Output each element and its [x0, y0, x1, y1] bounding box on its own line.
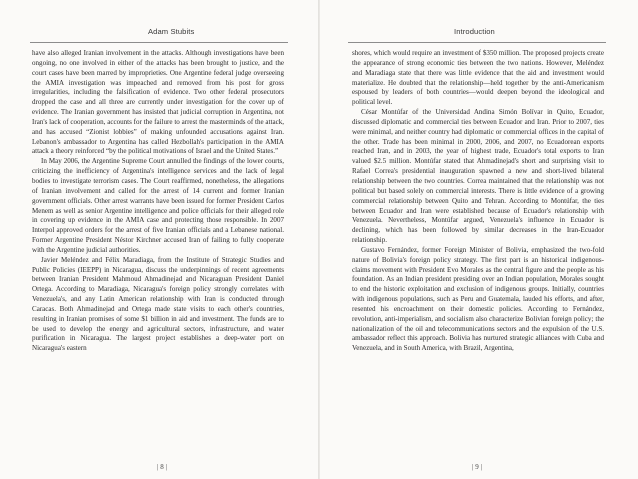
paragraph: In May 2006, the Argentine Supreme Court annulled the findings of the lower courts, criticizing the inefficiency of Argentina's intelligence services and the lack of legal bodies to investigate terrorism cases. The Court reaffirmed, nonetheless, the allegations of Iranian involvement and called for the arrest of 14 current and former Iranian government officials. Other arrest warrants have been issued for former President Carlos Menem as well as senior Argentine intelligence and police officials for their alleged role in covering up evidence in the AMIA case and protecting those responsible. In 2007 Interpol approved orders for the arrest of five Iranian officials and a Lebanese national. Former Argentine President Néstor Kirchner accused Iran of failing to fully cooperate with the Argentine judicial authorities. — [32, 157, 284, 254]
right-page — [320, 0, 638, 479]
right-body-text — [352, 49, 604, 354]
page-number: | 9 | — [472, 463, 482, 471]
page-number: | 8 | — [157, 463, 167, 471]
running-head-author: Adam Stubits — [148, 27, 195, 36]
header-rule — [30, 42, 288, 43]
header-rule — [348, 42, 606, 43]
paragraph: César Montúfar of the Universidad Andina Simón Bolívar in Quito, Ecuador, discussed diplomatic and commercial ties between Ecuador and Iran. Prior to 2007, ties were minimal, and neither country had diplomatic or commercial offices in the capital of the other. Trade has been minimal in 2000, 2006, and 2007, no Ecuadorean exports reached Iran, and in 2003, the year of highest trade, Ecuador's total exports to Iran valued $2.5 million. Montúfar stated that Ahmadinejad's short and surprising visit to Rafael Correa's presidential inauguration spawned a new and short-lived bilateral relationship between the two countries. Correa maintained that the relationship was not political but based solely on commercial interests. There is little evidence of a growing commercial relationship between Quito and Tehran. According to Montúfar, the ties between Ecuador and Iran were established because of Ecuador's relationship with Venezuela. Nevertheless, Montúfar argued, Venezuela's influence in Ecuador is declining, which has been followed by similar decreases in the Iran-Ecuador relationship. — [352, 108, 604, 245]
left-body-text — [32, 49, 284, 354]
running-head-chapter: Introduction — [454, 27, 495, 36]
paragraph: have also alleged Iranian involvement in the attacks. Although investigations have been ongoing, no one involved in either of the attacks has been brought to justice, and the court cases have been marred by improprieties. One Argentine federal judge overseeing the AMIA investigation was impeached and removed from his post for gross irregularities, including the falsification of evidence. Two other federal prosecutors dropped the case and all three are currently under investigation for the cover up of evidence. The Iranian government has insisted that judicial corruption in Argentina, not Iran's lack of cooperation, accounts for the failure to arrest the masterminds of the attack, and has accused “Zionist lobbies” of making unfounded accusations against Iran. Lebanon's ambassador to Argentina has called Hezbollah's participation in the AMIA attack a theory reinforced “by the political motivations of Israel and the United States.” — [32, 49, 284, 156]
paragraph: shores, which would require an investment of $350 million. The proposed projects create the appearance of strong economic ties between the two nations. However, Meléndez and Maradiaga state that there was little evidence that the aid and investment would materialize. He doubted that the relationship—held together by the anti-Americanism espoused by leaders of both countries—would deepen beyond the ideological and political level. — [352, 49, 604, 107]
paragraph: Gustavo Fernández, former Foreign Minister of Bolivia, emphasized the two-fold nature of Bolivia's foreign policy strategy. The first part is an historical indigenous-claims movement with President Evo Morales as the central figure and the people as his foundation. As an Indian president presiding over an Indian population, Morales sought to end the historic exploitation and exclusion of indigenous groups. Initially, countries with indigenous populations, such as Peru and Guatemala, lauded his efforts, and after, resented his encroachment on their domestic policies. According to Fernández, revolution, anti-imperialism, and socialism also characterize Bolivian foreign policy; the nationalization of the oil and telecommunications sectors and the expulsion of the U.S. ambassador reflect this approach. Bolivia has nurtured strategic alliances with Cuba and Venezuela, and in South America, with Brazil, Argentina, — [352, 245, 604, 353]
left-page — [0, 0, 318, 479]
paragraph: Javier Meléndez and Félix Maradiaga, from the Institute of Strategic Studies and Public Policies (IEEPP) in Nicaragua, discuss the underpinnings of recent agreements between Iranian President Mahmoud Ahmadinejad and Nicaraguan President Daniel Ortega. According to Maradiaga, Nicaragua's foreign policy strongly correlates with Venezuela's, and any Latin American relationship with Iran is conducted through Caracas. Both Ahmadinejad and Ortega made state visits to each other's countries, resulting in Iranian promises of some $1 billion in aid and investment. The funds are to be used to develop the energy and agricultural sectors, infrastructure, and water purification in Nicaragua. The largest project establishes a deep-water port on Nicaragua's eastern — [32, 255, 284, 353]
